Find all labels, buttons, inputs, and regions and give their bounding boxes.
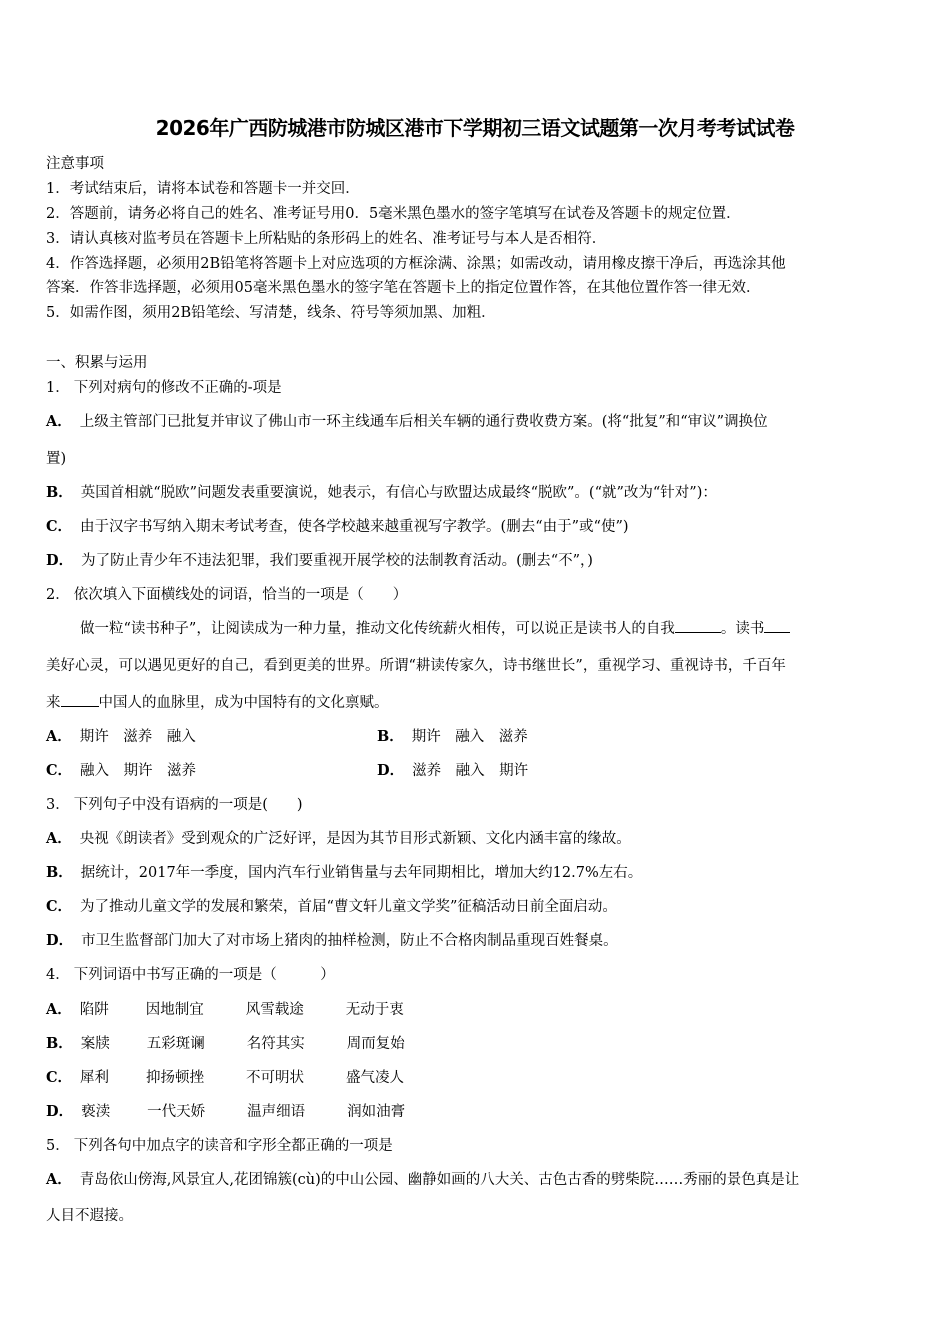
option-word: 陷阱 (79, 1002, 109, 1018)
question-5 (46, 1134, 393, 1155)
option-label: A． (46, 728, 72, 745)
option-label: C． (46, 762, 73, 779)
q2-options-row-1 (46, 725, 906, 746)
question-1 (46, 376, 282, 397)
q3-option-c (46, 895, 617, 916)
option-word: 润如油膏 (347, 1104, 406, 1120)
question-stem: 下列词语中书写正确的一项是（ ） (73, 967, 335, 983)
q2-passage-line-1 (80, 617, 790, 638)
q1-option-a (46, 410, 768, 431)
option-text: 期许 滋养 融入 (79, 729, 196, 745)
passage-text: 做一粒“读书种子”，让阅读成为一种力量，推动文化传统薪火相传，可以说正是读书人的自我 (80, 621, 675, 637)
q2-option-b (377, 725, 528, 746)
notice-item-1: 1．考试结束后，请将本试卷和答题卡一并交回． (46, 181, 360, 197)
notice-item-2: 2．答题前，请务必将自己的姓名、准考证号用0．5毫米黑色墨水的签字笔填写在试卷及答题卡的规定位置． (46, 206, 741, 222)
option-word: 无动于衷 (345, 1002, 404, 1018)
option-word: 名符其实 (246, 1036, 305, 1052)
option-label: A． (46, 1171, 72, 1188)
option-word: 盛气凌人 (346, 1070, 405, 1086)
q4-option-a (46, 998, 404, 1019)
option-word: 因地制宜 (145, 1002, 204, 1018)
option-text: 上级主管部门已批复并审议了佛山市一环主线通车后相关车辆的通行费收费方案。(将“批复”和“审议”调换位 (79, 414, 768, 430)
question-number: 1． (46, 380, 70, 396)
option-label: C． (46, 1069, 73, 1086)
q5-option-a-cont: 人目不遐接。 (46, 1208, 133, 1224)
fill-blank (675, 618, 721, 633)
notice-item-4-cont: 答案．作答非选择题，必须用05毫米黑色墨水的签字笔在答题卡上的指定位置作答，在其他位置作答一律无效． (46, 280, 761, 296)
option-word: 一代天娇 (147, 1104, 206, 1120)
option-label: A． (46, 413, 72, 430)
fill-blank (764, 618, 790, 633)
question-number: 3． (46, 797, 70, 813)
option-word: 不可明状 (246, 1070, 305, 1086)
q1-option-c (46, 515, 629, 536)
question-number: 5． (46, 1138, 70, 1154)
notice-item-4: 4．作答选择题，必须用2B铅笔将答题卡上对应选项的方框涂满、涂黑；如需改动，请用橡皮擦干净后，再选涂其他 (46, 256, 786, 272)
q3-option-b (46, 861, 642, 882)
question-stem: 下列句子中没有语病的一项是( ) (73, 797, 303, 813)
q2-option-d (377, 759, 528, 780)
option-label: B． (46, 1035, 73, 1052)
q2-passage-line-2: 美好心灵，可以遇见更好的自己，看到更美的世界。所谓“耕读传家久，诗书继世长”，重视学习、重视诗书，千百年 (46, 658, 786, 674)
option-label: D． (377, 762, 405, 779)
option-word: 温声细语 (247, 1104, 306, 1120)
option-text: 市卫生监督部门加大了对市场上猪肉的抽样检测，防止不合格肉制品重现百姓餐桌。 (81, 933, 618, 949)
q1-option-d (46, 549, 593, 570)
option-label: D． (46, 1103, 74, 1120)
q1-option-b (46, 481, 717, 502)
q4-option-d (46, 1100, 405, 1121)
option-word: 周而复始 (346, 1036, 405, 1052)
option-text: 为了防止青少年不违法犯罪，我们要重视开展学校的法制教育活动。(删去“不”，) (81, 553, 593, 569)
question-2 (46, 583, 407, 604)
q2-option-c (46, 763, 196, 779)
option-label: D． (46, 552, 74, 569)
q2-passage-line-3 (46, 691, 389, 712)
option-label: D． (46, 932, 74, 949)
option-text: 据统计，2017年一季度，国内汽车行业销售量与去年同期相比，增加大约12.7%左右。 (80, 865, 643, 881)
option-word: 亵渎 (81, 1104, 111, 1120)
option-word: 风雪载途 (245, 1002, 304, 1018)
question-4 (46, 963, 335, 984)
question-3 (46, 793, 303, 814)
notice-item-3: 3．请认真核对监考员在答题卡上所粘贴的条形码上的姓名、准考证号与本人是否相符． (46, 231, 607, 247)
passage-text: 来 (46, 695, 61, 711)
question-number: 4． (46, 967, 70, 983)
question-stem: 下列各句中加点字的读音和字形全都正确的一项是 (73, 1138, 393, 1154)
option-text: 由于汉字书写纳入期末考试考查，使各学校越来越重视写字教学。(删去“由于”或“使”) (80, 519, 629, 535)
question-stem: 下列对病句的修改不正确的-项是 (73, 380, 282, 396)
option-text: 英国首相就“脱欧”问题发表重要演说，她表示，有信心与欧盟达成最终“脱欧”。(“就”改为“针对”)： (80, 485, 717, 501)
q3-option-a (46, 827, 631, 848)
option-text: 融入 期许 滋养 (80, 763, 197, 779)
option-word: 犀利 (80, 1070, 110, 1086)
option-text: 央视《朗读者》受到观众的广泛好评，是因为其节目形式新颖、文化内涵丰富的缘故。 (79, 831, 631, 847)
option-label: B． (46, 484, 73, 501)
q5-option-a (46, 1168, 799, 1189)
option-text: 为了推动儿童文学的发展和繁荣，首届“曹文轩儿童文学奖”征稿活动日前全面启动。 (80, 899, 617, 915)
q3-option-d (46, 929, 618, 950)
exam-title: 2026年广西防城港市防城区港市下学期初三语文试题第一次月考考试试卷 (155, 116, 795, 140)
notice-heading: 注意事项 (46, 156, 104, 172)
option-label: B． (46, 864, 73, 881)
question-stem: 依次填入下面横线处的词语，恰当的一项是（ ） (73, 587, 408, 603)
option-label: C． (46, 518, 73, 535)
option-word: 五彩斑谰 (146, 1036, 205, 1052)
section-heading: 一、积累与运用 (46, 355, 148, 371)
q4-option-b (46, 1032, 405, 1053)
fill-blank (61, 692, 99, 707)
option-word: 案牍 (80, 1036, 110, 1052)
notice-item-5: 5．如需作图，须用2B铅笔绘、写清楚，线条、符号等须加黑、加粗． (46, 305, 496, 321)
option-label: C． (46, 898, 73, 915)
question-number: 2． (46, 587, 70, 603)
passage-text: 。读书 (720, 621, 765, 637)
option-label: A． (46, 830, 72, 847)
option-text: 滋养 融入 期许 (412, 763, 529, 779)
q4-option-c (46, 1066, 404, 1087)
option-text: 期许 融入 滋养 (411, 729, 528, 745)
option-text: 青岛依山傍海,风景宜人,花团锦簇(cù)的中山公园、幽静如画的八大关、古色古香的劈柴院……秀丽的景色真是让 (79, 1172, 800, 1188)
passage-text: 中国人的血脉里，成为中国特有的文化禀赋。 (98, 695, 389, 711)
option-label: A． (46, 1001, 72, 1018)
q2-options-row-2 (46, 759, 906, 780)
q1-option-a-cont: 置) (46, 451, 67, 467)
q2-option-a (46, 729, 196, 745)
option-label: B． (377, 728, 404, 745)
option-word: 抑扬顿挫 (146, 1070, 205, 1086)
